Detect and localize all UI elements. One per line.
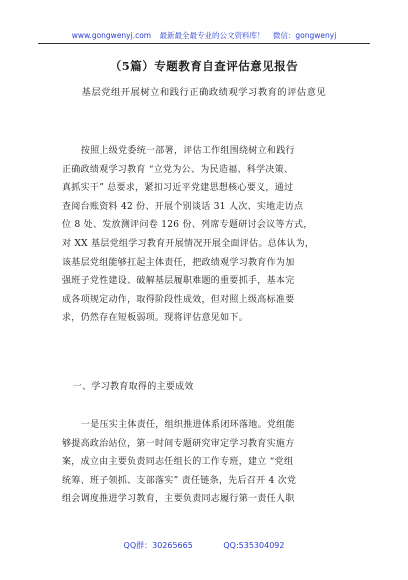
paragraph-intro bbox=[62, 142, 354, 328]
paragraph-line: 成各项规定动作，取得阶段性成效，但对照上级高标准要 bbox=[62, 294, 295, 305]
section-heading bbox=[62, 378, 354, 397]
header-weixin: 微信：gongwenyj bbox=[272, 31, 337, 40]
header-divider bbox=[38, 43, 370, 44]
header-site-link[interactable]: www.gongwenyj.com bbox=[71, 31, 152, 40]
document-subtitle: 基层党组开展树立和践行正确政绩观学习教育的评估意见 bbox=[81, 87, 327, 98]
paragraph-line: 正确政绩观学习教育 “立党为公、为民造福、科学决策、 bbox=[62, 164, 294, 175]
paragraph-line: 统筹、班子领抓、支部落实” 责任链条，先后召开 4 次党 bbox=[62, 475, 297, 486]
paragraph-line: 对 XX 基层党组学习教育开展情况开展全面评估。总体认为， bbox=[62, 238, 315, 249]
header-slogan: 最新最全最专业的公文资料库！ bbox=[159, 31, 265, 40]
paragraph-line: 案，成立由主要负责同志任组长的工作专班，建立 “党组 bbox=[62, 457, 294, 468]
paragraph-line: 该基层党组能够扛起主体责任，把政绩观学习教育作为加 bbox=[62, 257, 295, 268]
paragraph-line: 一是压实主体责任，组织推进体系闭环落地。党组能 bbox=[80, 420, 295, 430]
paragraph-line: 查阅台账资料 42 份、开展个别谈话 31 人次、实地走访点 bbox=[62, 201, 304, 212]
footer-qq-group: QQ群：30265665 bbox=[123, 541, 193, 550]
document-title: （5篇）专题教育自查评估意见报告 bbox=[109, 59, 299, 73]
paragraph-achievements bbox=[62, 416, 354, 509]
section-heading-text: 一、学习教育取得的主要成效 bbox=[72, 382, 194, 392]
paragraph-line: 位 8 处、发放测评问卷 126 份、列席专题研讨会议等方式， bbox=[62, 220, 313, 231]
paragraph-line: 够提高政治站位，第一时间专题研究审定学习教育实施方 bbox=[62, 438, 295, 449]
paragraph-line: 求，仍然存在短板弱项。现将评估意见如下。 bbox=[62, 313, 249, 324]
paragraph-line: 按照上级党委统一部署，评估工作组围绕树立和践行 bbox=[80, 146, 295, 156]
page-footer bbox=[0, 540, 408, 551]
footer-qq: QQ:535304092 bbox=[223, 541, 285, 550]
paragraph-line: 组会调度推进学习教育，主要负责同志履行第一责任人职 bbox=[62, 494, 295, 505]
paragraph-line: 真抓实干” 总要求，紧扣习近平党建思想核心要义，通过 bbox=[62, 183, 294, 194]
paragraph-line: 强班子党性建设、破解基层履职难题的重要抓手，基本完 bbox=[62, 276, 295, 287]
page-header bbox=[0, 30, 408, 41]
